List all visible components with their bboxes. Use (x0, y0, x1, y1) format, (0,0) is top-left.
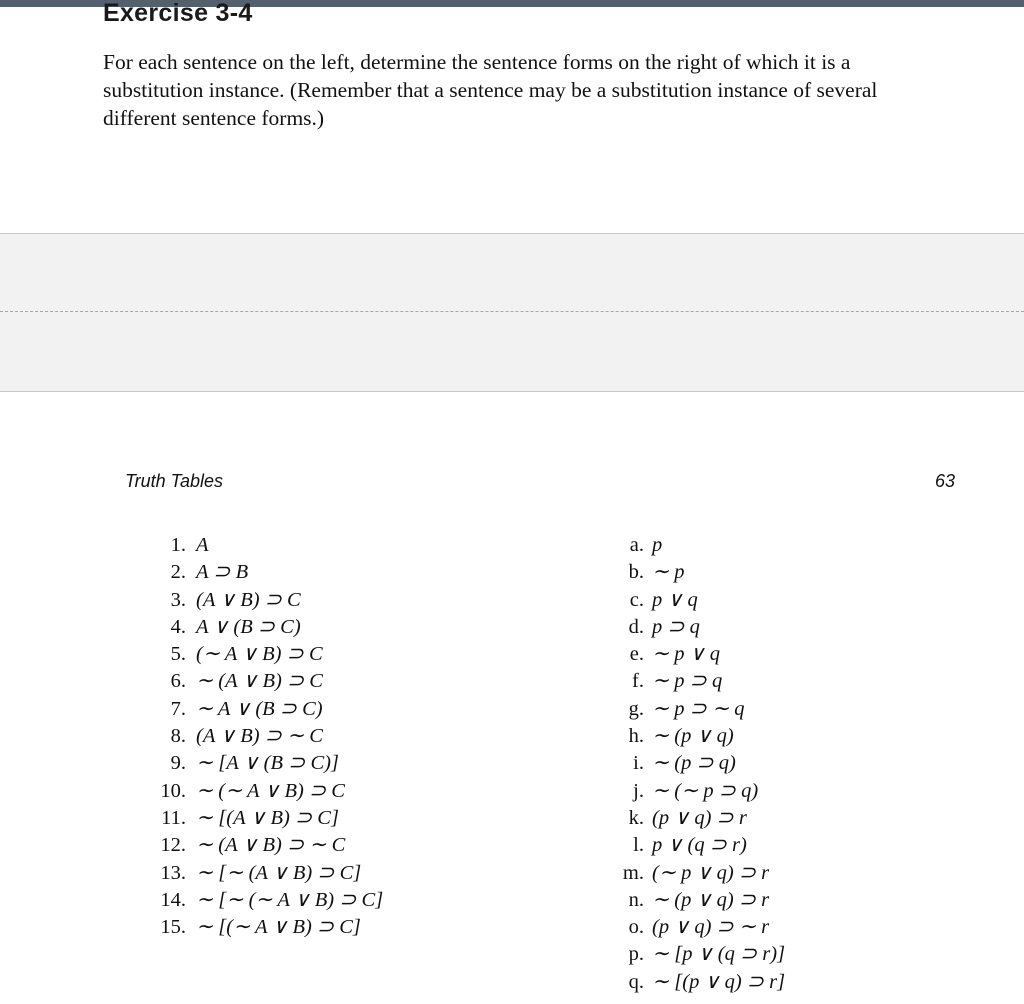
sentence-item-label: 7. (170, 697, 186, 720)
form-item-expression: p ∨ q (652, 588, 698, 611)
form-item-label: l. (633, 834, 644, 857)
sentence-item (150, 887, 383, 914)
form-item-expression: ∼ p (652, 561, 685, 584)
sentence-item-label: 9. (170, 752, 186, 775)
form-item-expression: ∼ (p ⊃ q) (652, 752, 736, 775)
exercise-instructions: For each sentence on the left, determine the sentence forms on the right of which it is a substitution instance. (Remember that a sentence may be a substitution instance of several different sentence forms.) (103, 50, 878, 130)
sentence-item-label: 5. (170, 643, 186, 666)
form-item-label: i. (633, 752, 644, 775)
form-item-expression: (p ∨ q) ⊃ ∼ r (652, 916, 770, 939)
form-item-expression: ∼ p ⊃ ∼ q (652, 697, 745, 720)
form-item-expression: (p ∨ q) ⊃ r (652, 806, 747, 829)
sentence-item (150, 723, 383, 750)
form-item-expression: ∼ [(p ∨ q) ⊃ r] (652, 970, 786, 993)
sentence-item-label: 4. (170, 615, 186, 638)
form-item-label: a. (629, 534, 644, 556)
sentence-item-expression: ∼ [∼ (A ∨ B) ⊃ C] (196, 861, 362, 884)
form-item-expression: ∼ [p ∨ (q ⊃ r)] (652, 943, 786, 966)
form-item (612, 532, 785, 559)
form-item-label: f. (632, 670, 644, 693)
sentence-item-expression: ∼ A ∨ (B ⊃ C) (196, 697, 323, 720)
sentence-item-label: 2. (170, 561, 186, 584)
form-item-expression: ∼ (∼ p ⊃ q) (652, 779, 759, 802)
sentence-item (150, 778, 383, 805)
form-item-expression: (∼ p ∨ q) ⊃ r (652, 861, 770, 884)
form-item (612, 969, 785, 996)
form-item (612, 750, 785, 777)
form-item-expression: ∼ p ∨ q (652, 643, 721, 666)
form-item (612, 941, 785, 968)
sentence-item-expression: (A ∨ B) ⊃ ∼ C (196, 725, 323, 748)
sentence-item-expression: ∼ (A ∨ B) ⊃ C (196, 670, 323, 693)
sentence-item-expression: (∼ A ∨ B) ⊃ C (196, 643, 323, 666)
form-item (612, 696, 785, 723)
sentence-item-label: 12. (160, 834, 186, 857)
sentence-item (150, 614, 383, 641)
sentence-item-expression: A (196, 534, 209, 556)
sentence-item-expression: ∼ [∼ (∼ A ∨ B) ⊃ C] (196, 888, 384, 911)
exercise-title: Exercise 3-4 (103, 0, 253, 27)
form-item (612, 778, 785, 805)
sentence-item-label: 13. (160, 861, 186, 884)
form-item (612, 614, 785, 641)
sentence-item (150, 805, 383, 832)
sentence-item-expression: ∼ [(A ∨ B) ⊃ C] (196, 806, 339, 829)
form-item-expression: ∼ (p ∨ q) (652, 725, 734, 748)
sentence-item (150, 559, 383, 586)
form-item (612, 860, 785, 887)
sentence-item-expression: ∼ (∼ A ∨ B) ⊃ C (196, 779, 345, 802)
sentence-item (150, 750, 383, 777)
form-item (612, 887, 785, 914)
form-item-expression: ∼ p ⊃ q (652, 670, 723, 693)
sentence-item-expression: ∼ [(∼ A ∨ B) ⊃ C] (196, 916, 361, 939)
form-item (612, 832, 785, 859)
sentence-item (150, 641, 383, 668)
page-break-divider (0, 311, 1024, 312)
sentence-item-expression: ∼ [A ∨ (B ⊃ C)] (196, 752, 339, 775)
form-item-expression: p ⊃ q (652, 615, 700, 638)
form-item-expression: ∼ (p ∨ q) ⊃ r (652, 888, 770, 911)
sentence-item-expression: (A ∨ B) ⊃ C (196, 588, 301, 611)
sentence-item-label: 15. (160, 916, 186, 939)
form-item-label: e. (629, 643, 644, 666)
sentence-item (150, 696, 383, 723)
form-item-label: m. (622, 861, 644, 884)
form-item-label: p. (628, 943, 644, 966)
form-item (612, 805, 785, 832)
sentence-item-label: 14. (160, 888, 186, 911)
form-item-label: c. (629, 588, 644, 611)
form-item (612, 559, 785, 586)
page-break-band (0, 233, 1024, 392)
form-item-label: k. (628, 806, 644, 829)
form-item-expression: p ∨ (q ⊃ r) (652, 834, 747, 857)
sentence-item-label: 10. (160, 779, 186, 802)
form-item (612, 668, 785, 695)
form-item (612, 587, 785, 614)
form-item-label: b. (628, 561, 644, 584)
sentence-forms-list (612, 532, 785, 996)
form-item-label: d. (628, 615, 644, 638)
form-item-label: g. (628, 697, 644, 720)
form-item (612, 914, 785, 941)
sentences-list (150, 532, 383, 941)
sentence-item (150, 587, 383, 614)
sentence-item-label: 1. (170, 534, 186, 556)
page-number: 63 (935, 471, 956, 491)
sentence-item-label: 6. (170, 670, 186, 693)
form-item-expression: p (652, 534, 663, 556)
form-item (612, 723, 785, 750)
sentence-item (150, 914, 383, 941)
sentence-item (150, 532, 383, 559)
sentence-item-label: 3. (170, 588, 186, 611)
form-item-label: o. (628, 916, 644, 939)
sentence-item-expression: ∼ (A ∨ B) ⊃ ∼ C (196, 834, 346, 857)
form-item (612, 641, 785, 668)
form-item-label: q. (628, 970, 644, 993)
sentence-item (150, 668, 383, 695)
sentence-item-label: 8. (170, 725, 186, 748)
form-item-label: j. (633, 779, 644, 802)
running-head: Truth Tables (125, 471, 224, 491)
sentence-item-expression: A ∨ (B ⊃ C) (196, 615, 301, 638)
sentence-item-label: 11. (161, 806, 186, 829)
sentence-item (150, 860, 383, 887)
form-item-label: n. (628, 888, 644, 911)
sentence-item-expression: A ⊃ B (196, 561, 249, 584)
sentence-item (150, 832, 383, 859)
form-item-label: h. (628, 725, 644, 748)
